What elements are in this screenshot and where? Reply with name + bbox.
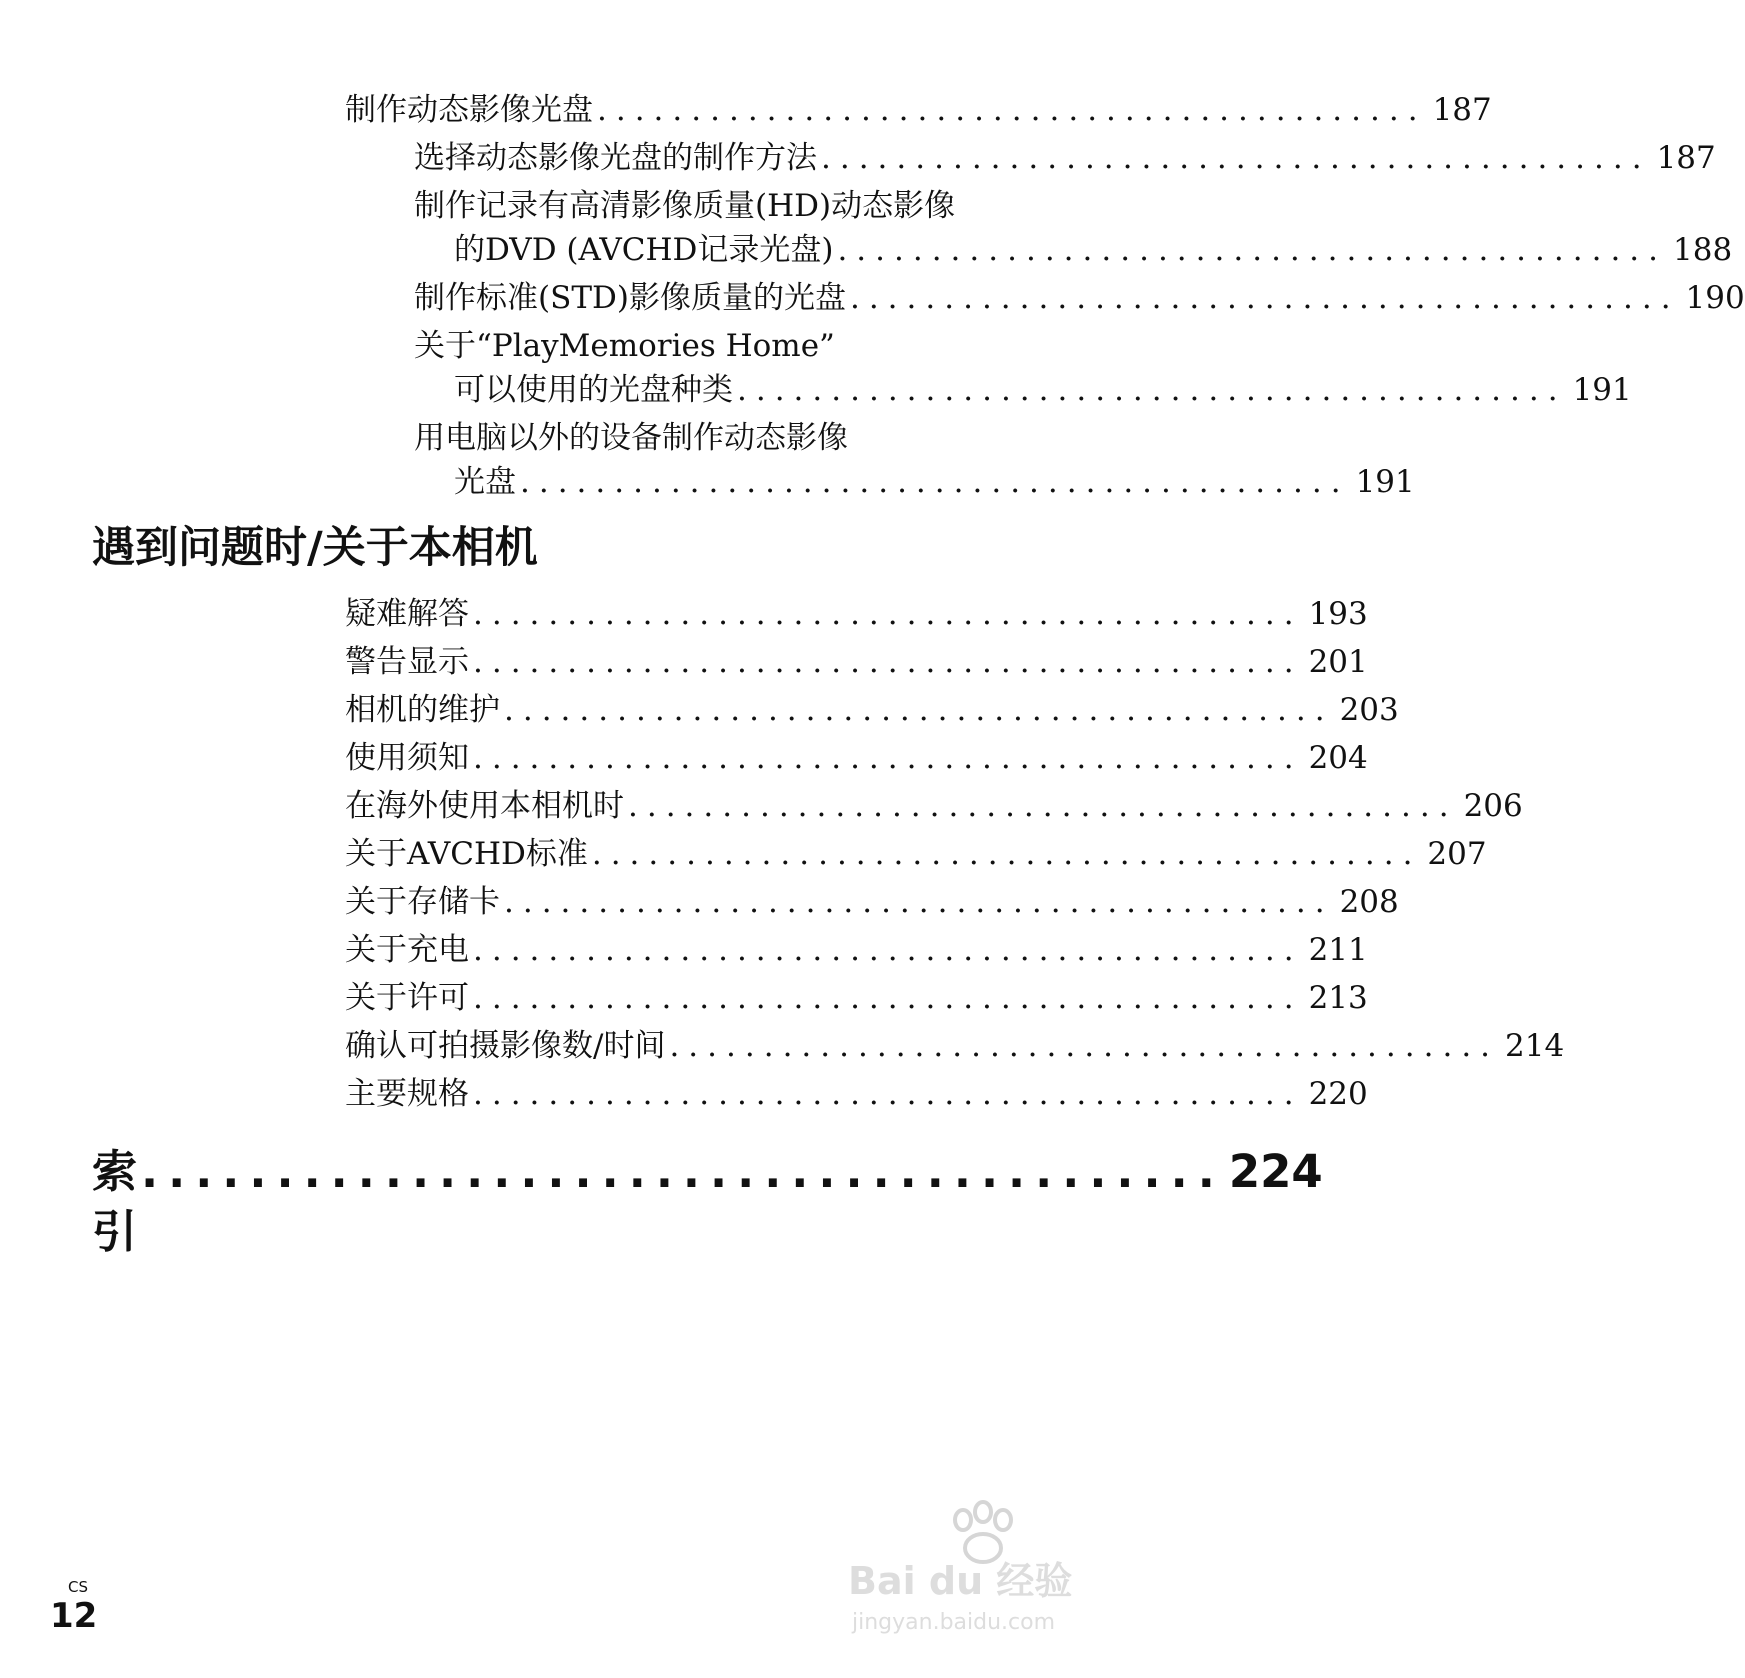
- toc-entry-title: 可以使用的光盘种类: [454, 372, 733, 408]
- toc-entry[interactable]: [345, 928, 1368, 972]
- toc-entry[interactable]: [345, 736, 1368, 780]
- dot-leader: ............................................: [837, 232, 1668, 268]
- toc-entry-page: 188: [1673, 232, 1733, 268]
- dot-leader: ............................................: [473, 644, 1303, 680]
- toc-entry[interactable]: [414, 276, 1745, 320]
- toc-entry[interactable]: [345, 640, 1368, 684]
- toc-entry[interactable]: [454, 368, 1632, 412]
- page-number: 12: [50, 1596, 98, 1636]
- toc-entry[interactable]: [345, 880, 1399, 924]
- toc-entry-title: 关于许可: [345, 980, 469, 1016]
- toc-entry-page: 201: [1308, 644, 1368, 680]
- dot-leader: ............................................: [473, 596, 1303, 632]
- toc-entry[interactable]: [345, 88, 1492, 132]
- baidu-watermark: [848, 1498, 1148, 1648]
- dot-leader: ........................................: [141, 1145, 1225, 1198]
- dot-leader: ............................................: [821, 140, 1651, 176]
- dot-leader: ............................................: [849, 280, 1680, 316]
- toc-entry-title: 选择动态影像光盘的制作方法: [414, 140, 817, 176]
- toc-entry[interactable]: [414, 136, 1716, 180]
- toc-entry-title: 关于充电: [345, 932, 469, 968]
- index-title: 索引: [92, 1145, 138, 1258]
- dot-leader: ............................................: [520, 464, 1350, 500]
- toc-entry-title: 确认可拍摄影像数/时间: [345, 1028, 666, 1064]
- dot-leader: ............................................: [597, 92, 1427, 128]
- toc-entry-page: 204: [1308, 740, 1368, 776]
- toc-entry[interactable]: [345, 832, 1487, 876]
- toc-entry-page: 193: [1308, 596, 1368, 632]
- toc-entry[interactable]: [345, 592, 1368, 636]
- toc-entry[interactable]: [454, 228, 1733, 272]
- toc-entry-title: 在海外使用本相机时: [345, 788, 624, 824]
- toc-entry-page: 187: [1432, 92, 1492, 128]
- toc-entry-page: 187: [1656, 140, 1716, 176]
- toc-entry-page: 211: [1308, 932, 1368, 968]
- toc-entry[interactable]: [345, 976, 1368, 1020]
- toc-entry-page: 208: [1339, 884, 1399, 920]
- dot-leader: ............................................: [473, 1076, 1303, 1112]
- toc-entry-title: 使用须知: [345, 740, 469, 776]
- toc-entry-page: 220: [1308, 1076, 1368, 1112]
- language-code: CS: [68, 1578, 88, 1596]
- toc-entry-page: 203: [1339, 692, 1399, 728]
- toc-entry-page: 214: [1505, 1028, 1565, 1064]
- toc-entry[interactable]: [454, 460, 1415, 504]
- watermark-url: jingyan.baidu.com: [852, 1610, 1056, 1635]
- toc-entry[interactable]: [345, 1072, 1368, 1116]
- dot-leader: ............................................: [473, 980, 1303, 1016]
- dot-leader: ............................................: [504, 692, 1334, 728]
- toc-entry-title[interactable]: 用电脑以外的设备制作动态影像: [414, 420, 848, 456]
- toc-entry[interactable]: [345, 784, 1523, 828]
- toc-entry[interactable]: [345, 1024, 1565, 1068]
- toc-entry-page: 191: [1572, 372, 1632, 408]
- toc-entry-title: 制作标准(STD)影像质量的光盘: [414, 280, 846, 316]
- toc-entry-page: 206: [1463, 788, 1523, 824]
- toc-entry-title[interactable]: 制作记录有高清影像质量(HD)动态影像: [414, 188, 956, 224]
- toc-entry-title: 关于AVCHD标准: [345, 836, 588, 872]
- toc-entry-page: 191: [1355, 464, 1415, 500]
- toc-entry-page: 190: [1685, 280, 1745, 316]
- dot-leader: ............................................: [591, 836, 1422, 872]
- toc-entry-title: 相机的维护: [345, 692, 500, 728]
- dot-leader: ............................................: [504, 884, 1334, 920]
- dot-leader: ............................................: [473, 740, 1303, 776]
- toc-entry[interactable]: [345, 688, 1399, 732]
- toc-entry-title: 光盘: [454, 464, 516, 500]
- watermark-brand: Bai du 经验: [848, 1559, 1073, 1603]
- toc-entry-title: 疑难解答: [345, 596, 469, 632]
- toc-entry-title[interactable]: 关于“PlayMemories Home”: [414, 328, 835, 364]
- toc-entry-page: 207: [1427, 836, 1487, 872]
- dot-leader: ............................................: [473, 932, 1303, 968]
- toc-entry-title: 的DVD (AVCHD记录光盘): [454, 232, 834, 268]
- toc-entry-page: 213: [1308, 980, 1368, 1016]
- section-heading[interactable]: 遇到问题时/关于本相机: [92, 523, 538, 573]
- index-page: 224: [1228, 1145, 1323, 1198]
- toc-entry-title: 主要规格: [345, 1076, 469, 1112]
- index-entry[interactable]: [92, 1142, 1323, 1262]
- toc-entry-title: 警告显示: [345, 644, 469, 680]
- dot-leader: ............................................: [628, 788, 1458, 824]
- dot-leader: ............................................: [669, 1028, 1500, 1064]
- toc-entry-title: 关于存储卡: [345, 884, 500, 920]
- dot-leader: ............................................: [737, 372, 1567, 408]
- toc-entry-title: 制作动态影像光盘: [345, 92, 593, 128]
